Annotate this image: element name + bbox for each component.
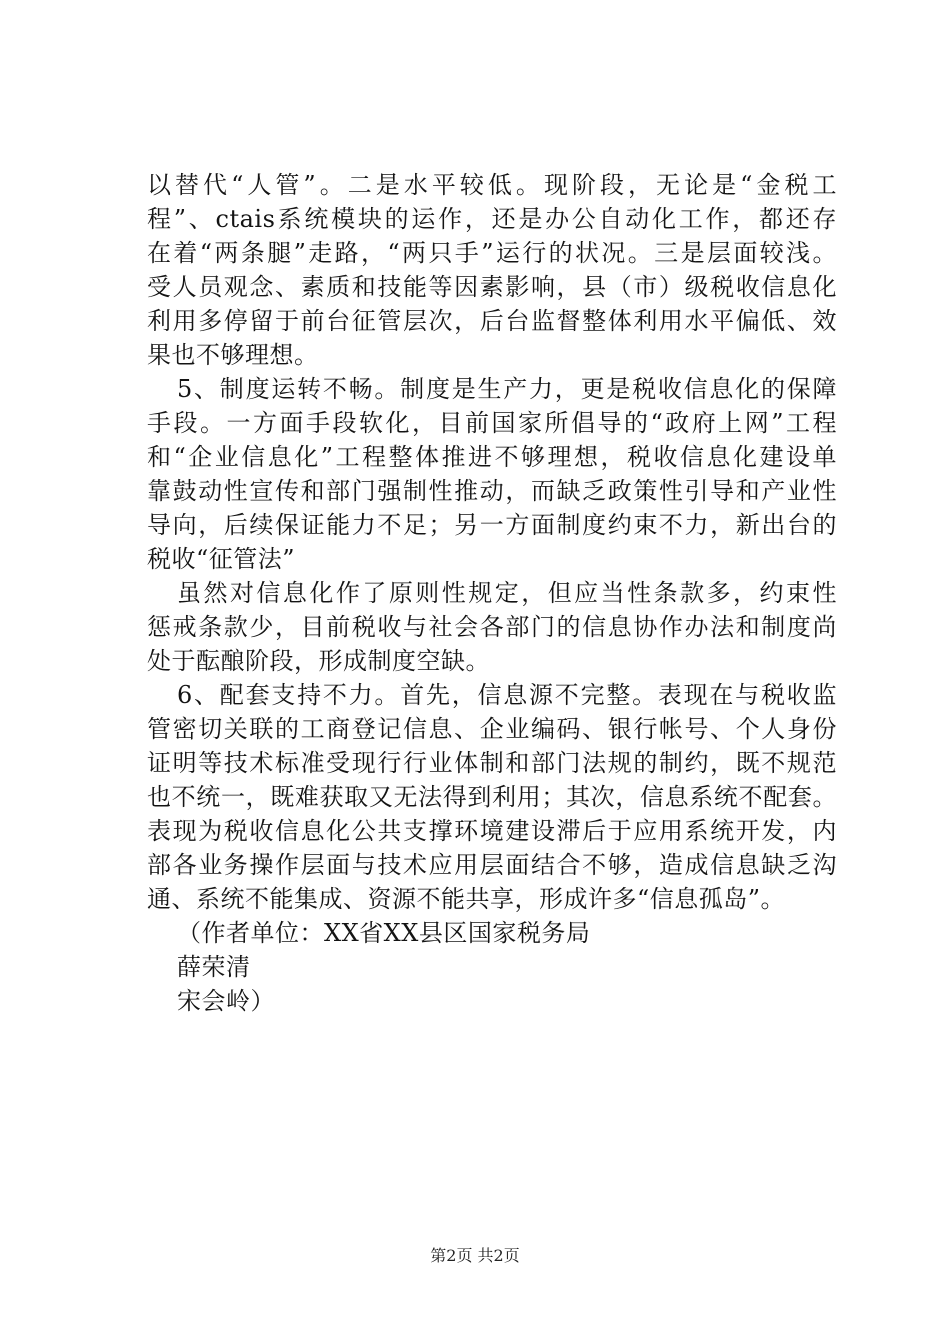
text-line: 程”、ctais系统模块的运作，还是办公自动化工作，都还存 [147,205,837,233]
text-line: 通、系统不能集成、资源不能共享，形成许多“信息孤岛”。 [147,885,786,913]
text-line: 受人员观念、素质和技能等因素影响，县（市）级税收信息化 [147,273,837,301]
text-line: 6、配套支持不力。首先，信息源不完整。表现在与税收监 [177,681,837,709]
text-line: 导向，后续保证能力不足；另一方面制度约束不力，新出台的 [147,511,837,539]
text-line: 管密切关联的工商登记信息、企业编码、银行帐号、个人身份 [147,715,837,743]
text-line: 部各业务操作层面与技术应用层面结合不够，造成信息缺乏沟 [147,851,837,879]
text-line: 果也不够理想。 [147,341,319,369]
paragraph-5-continued [147,576,837,678]
text-line: 手段。一方面手段软化，目前国家所倡导的“政府上网”工程 [147,409,837,437]
paragraph-continuation [147,168,837,372]
author-name: 薛荣清 [177,953,251,981]
author-name: 宋会岭） [177,987,275,1015]
text-line: 5、制度运转不畅。制度是生产力，更是税收信息化的保障 [177,375,837,403]
text-line: 和“企业信息化”工程整体推进不够理想，税收信息化建设单 [147,443,837,471]
text-line: 处于酝酿阶段，形成制度空缺。 [147,647,490,675]
text-line: 惩戒条款少，目前税收与社会各部门的信息协作办法和制度尚 [147,613,837,641]
text-line: 税收“征管法” [147,545,296,573]
text-line: 表现为税收信息化公共支撑环境建设滞后于应用系统开发，内 [147,817,837,845]
text-line: 在着“两条腿”走路，“两只手”运行的状况。三是层面较浅。 [147,239,837,267]
paragraph-6 [147,678,837,916]
text-line: 虽然对信息化作了原则性规定，但应当性条款多，约束性 [177,579,837,607]
author-affiliation: （作者单位：XX省XX县区国家税务局 [177,919,591,947]
author-block [147,916,837,1018]
text-line: 以替代“人管”。二是水平较低。现阶段，无论是“金税工 [147,171,837,199]
text-line: 也不统一，既难获取又无法得到利用；其次，信息系统不配套。 [147,783,837,811]
page-number-footer: 第2页 共2页 [430,1246,520,1265]
document-body [147,168,837,1018]
text-line: 证明等技术标准受现行行业体制和部门法规的制约，既不规范 [147,749,837,777]
text-line: 利用多停留于前台征管层次，后台监督整体利用水平偏低、效 [147,307,837,335]
text-line: 靠鼓动性宣传和部门强制性推动，而缺乏政策性引导和产业性 [147,477,837,505]
paragraph-5 [147,372,837,576]
